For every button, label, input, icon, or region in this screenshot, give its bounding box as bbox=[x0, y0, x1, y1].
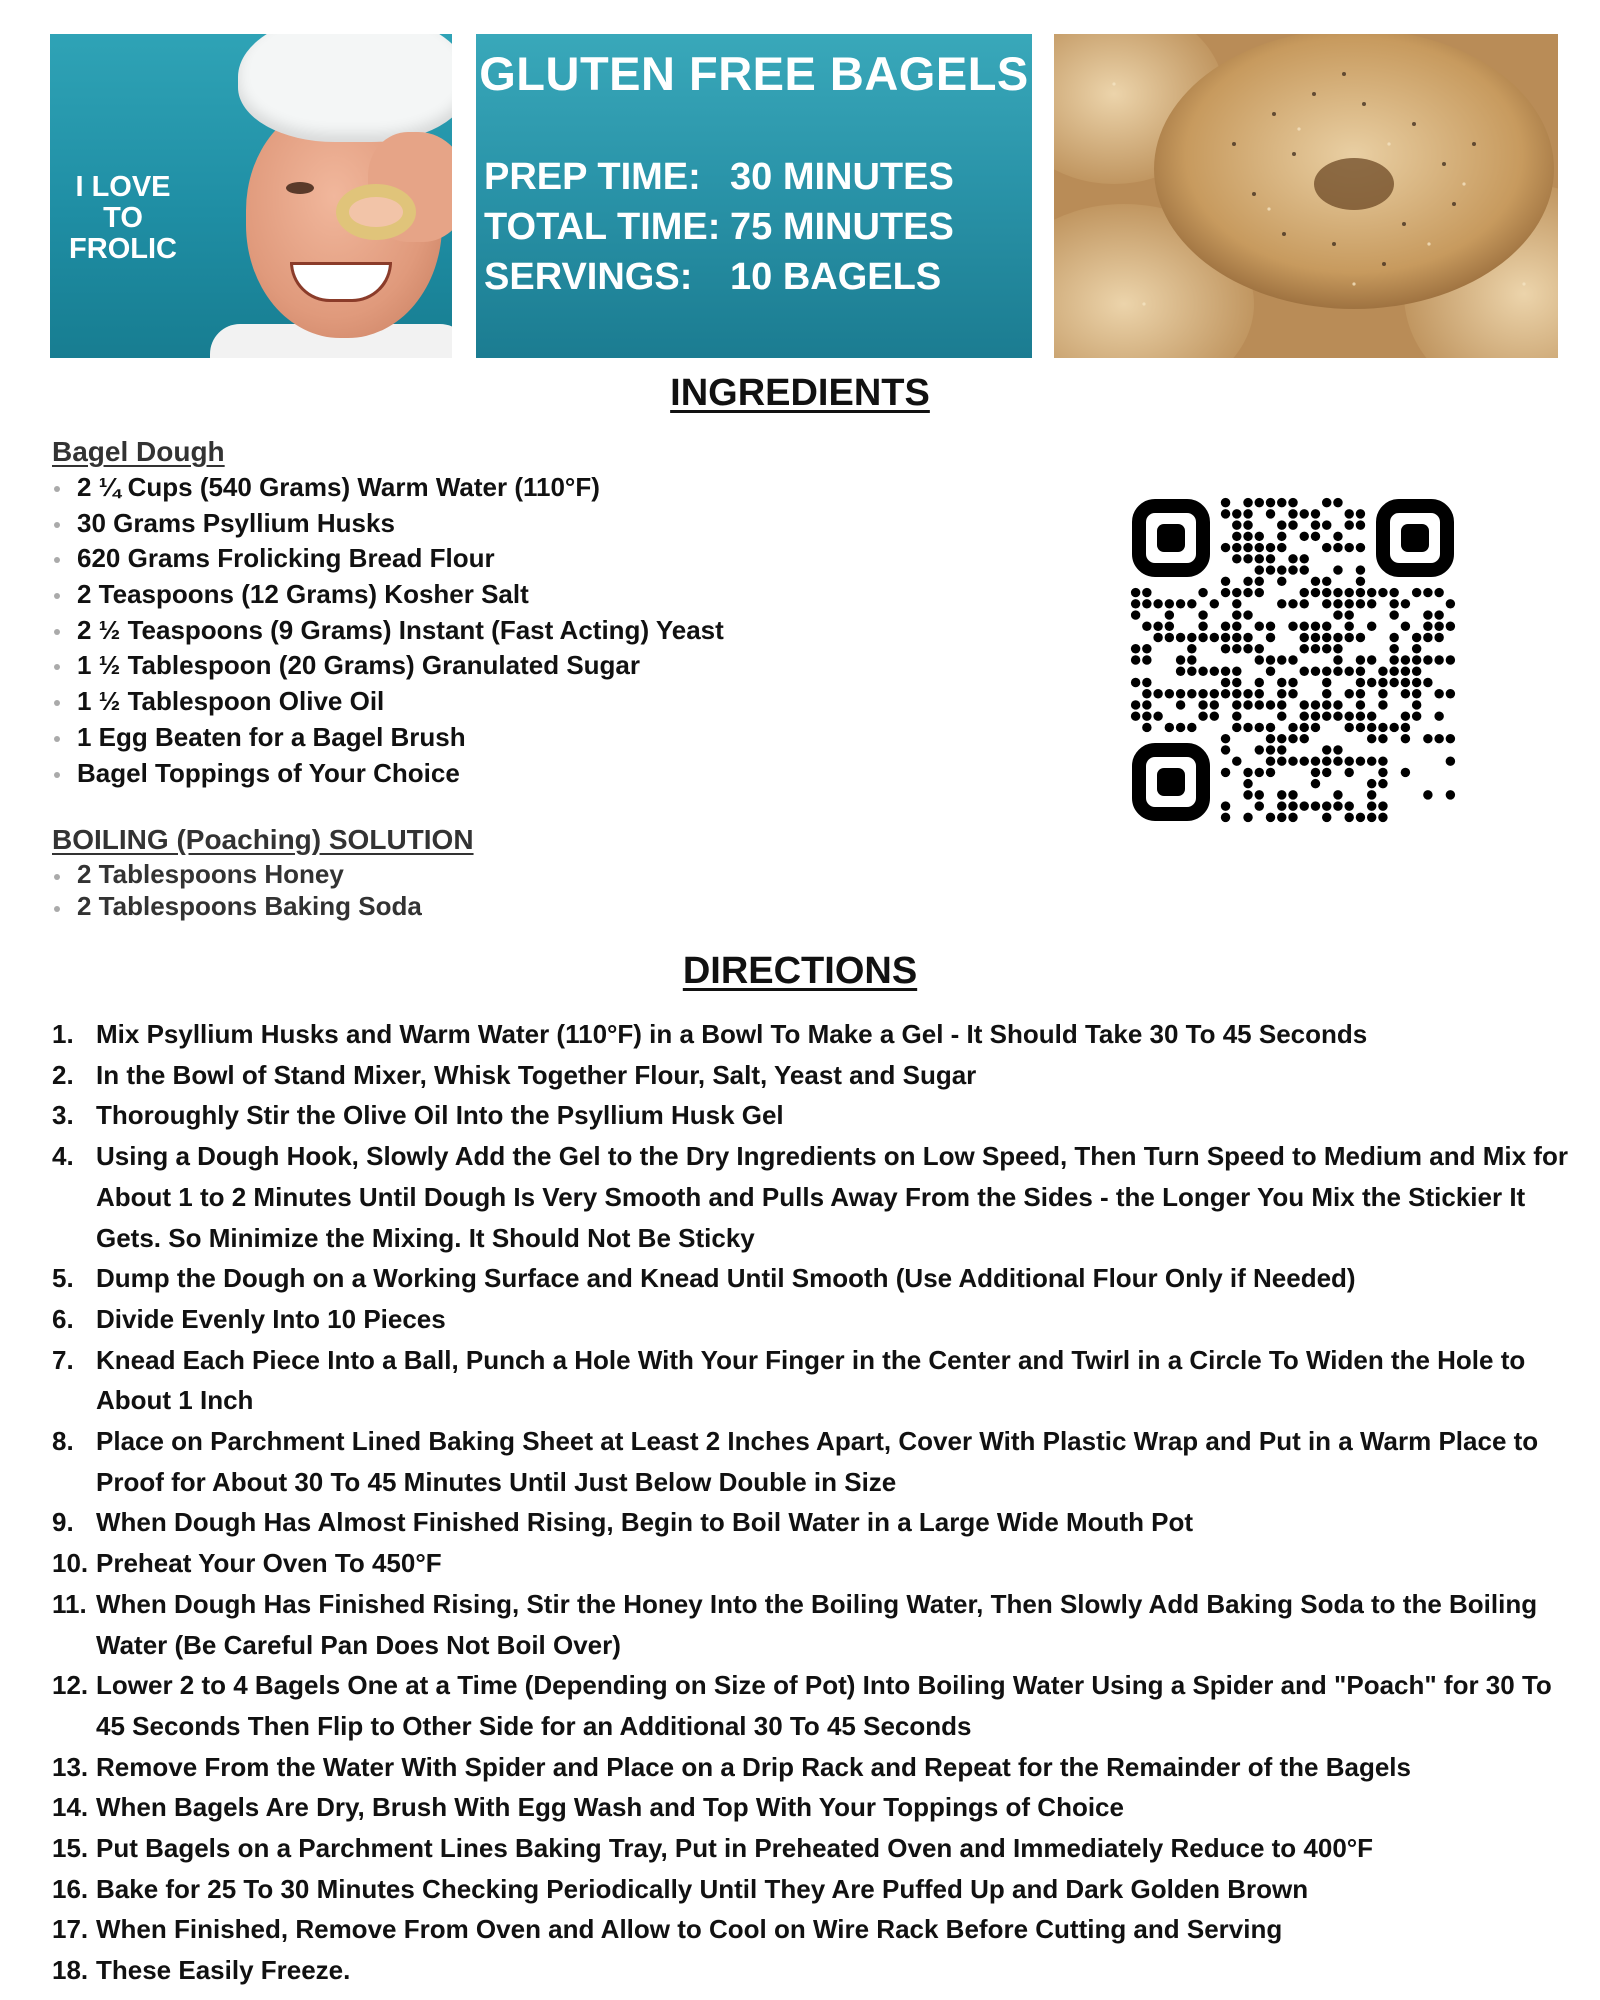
prep-time-row bbox=[484, 156, 954, 199]
step-text: When Finished, Remove From Oven and Allow to Cool on Wire Rack Before Cutting and Serving bbox=[96, 1914, 1283, 1945]
direction-step bbox=[52, 1299, 1572, 1340]
step-text: Dump the Dough on a Working Surface and Knead Until Smooth (Use Additional Flour Only if Needed) bbox=[96, 1263, 1356, 1294]
list-item: 1 ½ Tablespoon (20 Grams) Granulated Sugar bbox=[52, 648, 724, 684]
step-text: Using a Dough Hook, Slowly Add the Gel to the Dry Ingredients on Low Speed, Then Turn Speed to Medium and Mix for About 1 to 2 Minutes Until Dough Is Very Smooth and Pulls Away From the Sides - the Longer You Mix the Stickier It Gets. So Minimize the Mixing. It Should Not Be Sticky bbox=[96, 1141, 1568, 1253]
step-text: Place on Parchment Lined Baking Sheet at Least 2 Inches Apart, Cover With Plastic Wrap and Put in a Warm Place to Proof for About 30 To 45 Minutes Until Just Below Double in Size bbox=[96, 1426, 1539, 1497]
directions-list bbox=[52, 1014, 1572, 1991]
step-text: Lower 2 to 4 Bagels One at a Time (Depending on Size of Pot) Into Boiling Water Using a Spider and "Poach" for 30 To 45 Seconds Then Flip to Other Side for an Additional 30 To 45 Seconds bbox=[96, 1670, 1552, 1741]
step-number: 7. bbox=[52, 1344, 74, 1375]
boiling-solution-list bbox=[52, 858, 422, 922]
step-text: Bake for 25 To 30 Minutes Checking Periodically Until They Are Puffed Up and Dark Golden Brown bbox=[96, 1873, 1309, 1904]
step-number: 8. bbox=[52, 1426, 74, 1457]
list-item: 2 ¼ Cups (540 Grams) Warm Water (110°F) bbox=[52, 470, 724, 506]
direction-step bbox=[52, 1950, 1572, 1991]
step-text: Knead Each Piece Into a Ball, Punch a Hole With Your Finger in the Center and Twirl in a Circle To Widen the Hole to About 1 Inch bbox=[96, 1344, 1526, 1416]
step-number: 12. bbox=[52, 1670, 89, 1701]
total-time-row bbox=[484, 206, 954, 249]
step-number: 4. bbox=[52, 1141, 74, 1172]
i-love-to-frolic-text: I LOVE TO FROLIC bbox=[69, 171, 177, 265]
step-number: 10. bbox=[52, 1548, 89, 1579]
step-text: Put Bagels on a Parchment Lines Baking Tray, Put in Preheated Oven and Immediately Reduce to 400°F bbox=[96, 1833, 1374, 1864]
list-item: 620 Grams Frolicking Bread Flour bbox=[52, 541, 724, 577]
dough-ring bbox=[336, 184, 416, 240]
direction-step bbox=[52, 1665, 1572, 1746]
list-item: 1 Egg Beaten for a Bagel Brush bbox=[52, 720, 724, 756]
direction-step bbox=[52, 1340, 1572, 1421]
chef-hat bbox=[238, 34, 452, 142]
recipe-header bbox=[476, 34, 1032, 358]
ingredients-heading: INGREDIENTS bbox=[670, 372, 930, 414]
total-time-label: TOTAL TIME: bbox=[484, 206, 721, 248]
step-text: When Dough Has Almost Finished Rising, Begin to Boil Water in a Large Wide Mouth Pot bbox=[96, 1507, 1194, 1538]
step-number: 2. bbox=[52, 1059, 74, 1090]
directions-heading: DIRECTIONS bbox=[682, 950, 918, 992]
servings-row bbox=[484, 256, 941, 299]
direction-step bbox=[52, 1258, 1572, 1299]
bagel-dough-heading: Bagel Dough bbox=[52, 436, 225, 467]
list-item: 2 Teaspoons (12 Grams) Kosher Salt bbox=[52, 577, 724, 613]
direction-step bbox=[52, 1095, 1572, 1136]
bagel-dough-list bbox=[52, 470, 724, 791]
direction-step bbox=[52, 1421, 1572, 1502]
chef-eye bbox=[286, 182, 314, 194]
step-number: 9. bbox=[52, 1507, 74, 1538]
boiling-solution-heading: BOILING (Poaching) SOLUTION bbox=[52, 824, 474, 855]
step-number: 15. bbox=[52, 1833, 89, 1864]
chef-photo bbox=[50, 34, 452, 358]
bagel-illustration bbox=[1054, 34, 1558, 358]
step-number: 1. bbox=[52, 1019, 74, 1049]
step-text: When Bagels Are Dry, Brush With Egg Wash and Top With Your Toppings of Choice bbox=[96, 1792, 1124, 1823]
direction-step bbox=[52, 1543, 1572, 1584]
list-item: 2 ½ Teaspoons (9 Grams) Instant (Fast Acting) Yeast bbox=[52, 613, 724, 649]
step-text: Remove From the Water With Spider and Place on a Drip Rack and Repeat for the Remainder of the Bagels bbox=[96, 1751, 1411, 1782]
prep-time-label: PREP TIME: bbox=[484, 156, 701, 198]
step-text: When Dough Has Finished Rising, Stir the Honey Into the Boiling Water, Then Slowly Add Baking Soda to the Boiling Water (Be Careful Pan Does Not Boil Over) bbox=[96, 1588, 1538, 1660]
direction-step bbox=[52, 1014, 1572, 1055]
step-text: These Easily Freeze. bbox=[96, 1955, 351, 1986]
direction-step bbox=[52, 1136, 1572, 1258]
step-text: In the Bowl of Stand Mixer, Whisk Together Flour, Salt, Yeast and Sugar bbox=[96, 1059, 977, 1090]
list-item: 2 Tablespoons Honey bbox=[52, 858, 422, 890]
step-text: Preheat Your Oven To 450°F bbox=[96, 1548, 442, 1579]
list-item: Bagel Toppings of Your Choice bbox=[52, 756, 724, 792]
step-number: 5. bbox=[52, 1263, 74, 1294]
direction-step bbox=[52, 1828, 1572, 1869]
direction-step bbox=[52, 1869, 1572, 1910]
step-text: Thoroughly Stir the Olive Oil Into the Psyllium Husk Gel bbox=[96, 1100, 784, 1131]
total-time-value: 75 MINUTES bbox=[730, 206, 954, 248]
step-number: 14. bbox=[52, 1792, 89, 1823]
servings-value: 10 BAGELS bbox=[730, 256, 942, 298]
direction-step bbox=[52, 1787, 1572, 1828]
recipe-title: GLUTEN FREE BAGELS bbox=[479, 47, 1029, 100]
step-number: 6. bbox=[52, 1303, 74, 1334]
direction-step bbox=[52, 1502, 1572, 1543]
direction-step bbox=[52, 1055, 1572, 1096]
servings-label: SERVINGS: bbox=[484, 256, 693, 298]
direction-step bbox=[52, 1747, 1572, 1788]
list-item: 30 Grams Psyllium Husks bbox=[52, 506, 724, 542]
step-number: 3. bbox=[52, 1100, 74, 1131]
step-number: 18. bbox=[52, 1955, 89, 1986]
prep-time-value: 30 MINUTES bbox=[730, 156, 954, 198]
step-text: Divide Evenly Into 10 Pieces bbox=[96, 1303, 446, 1334]
qr-code[interactable] bbox=[1130, 497, 1456, 823]
step-number: 17. bbox=[52, 1914, 89, 1945]
direction-step bbox=[52, 1909, 1572, 1950]
list-item: 2 Tablespoons Baking Soda bbox=[52, 890, 422, 922]
bagel-photo bbox=[1054, 34, 1558, 358]
step-number: 13. bbox=[52, 1751, 89, 1782]
list-item: 1 ½ Tablespoon Olive Oil bbox=[52, 684, 724, 720]
step-number: 11. bbox=[52, 1588, 87, 1619]
step-text: Mix Psyllium Husks and Warm Water (110°F) in a Bowl To Make a Gel - It Should Take 30 To 45 Seconds bbox=[96, 1019, 1368, 1049]
direction-step bbox=[52, 1584, 1572, 1665]
step-number: 16. bbox=[52, 1873, 89, 1904]
